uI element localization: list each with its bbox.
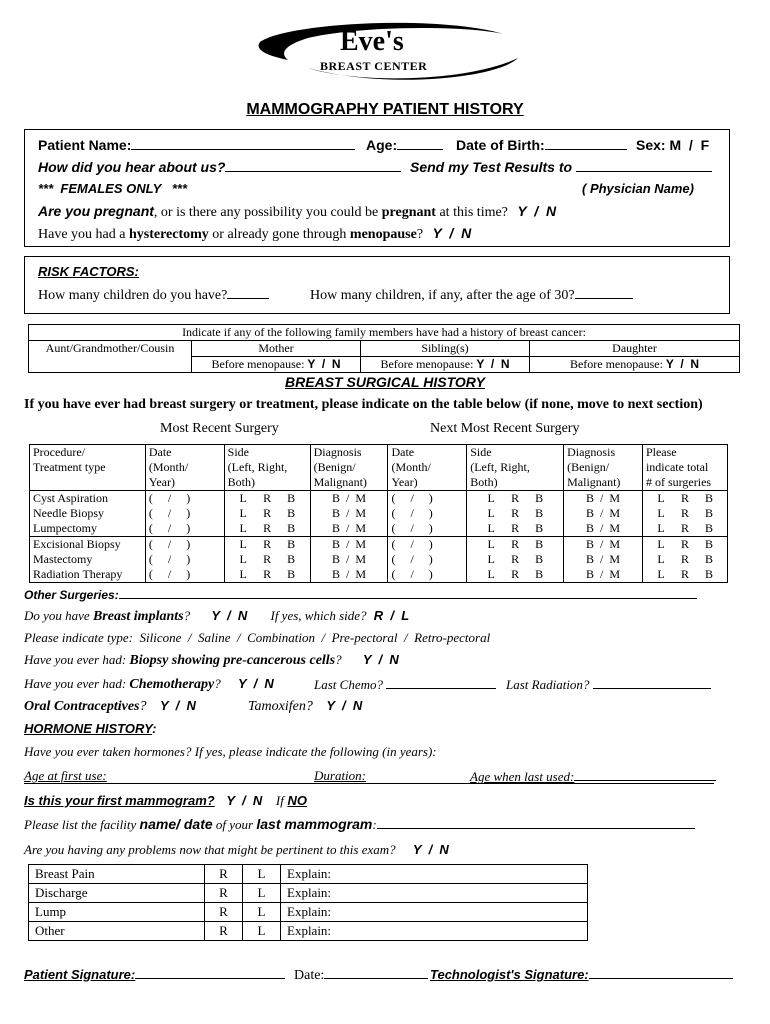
date-field[interactable]: ( / ) — [388, 567, 467, 583]
side-option[interactable]: B — [287, 491, 296, 505]
facility-c: of your — [215, 817, 254, 832]
side-option[interactable]: L — [239, 537, 247, 551]
implants-yn[interactable]: Y / N — [211, 608, 248, 623]
age-label: Age: — [366, 137, 398, 153]
biopsy-q-a: Have you ever had: — [24, 652, 127, 667]
side-options[interactable] — [224, 567, 310, 583]
problem-row — [29, 922, 588, 941]
diagnosis-options[interactable]: B / M — [564, 537, 643, 553]
last-radiation-label: Last Radiation? — [506, 677, 590, 692]
females-only: *** FEMALES ONLY *** — [38, 181, 188, 196]
first-mammo-question: Is this your first mammogram? — [24, 793, 215, 808]
hear-about-field[interactable] — [225, 159, 401, 172]
if-label: If — [275, 793, 284, 808]
hdr-total: Please indicate total # of surgeries — [642, 445, 727, 491]
diagnosis-options[interactable]: B / M — [310, 567, 388, 583]
side-option[interactable]: B — [287, 567, 296, 581]
problem-row — [29, 903, 588, 922]
implants-type[interactable]: Please indicate type: Silicone / Saline / Combination / Pre-pectoral / Retro-pectoral — [24, 630, 491, 645]
date-field[interactable]: ( / ) — [145, 506, 224, 521]
surgical-intro: If you have ever had breast surgery or treatment, please indicate on the table below (if none, move to next section) — [24, 397, 703, 412]
biopsy-q-c: ? — [335, 652, 342, 667]
biopsy-q-b: Biopsy showing pre-cancerous cells — [129, 653, 336, 668]
side-option[interactable]: R — [263, 567, 272, 581]
side-option[interactable]: L — [487, 506, 495, 520]
side-option[interactable]: R — [511, 506, 520, 520]
children-after-30-field[interactable] — [575, 286, 633, 299]
side-option[interactable]: B — [704, 491, 713, 505]
biopsy-yn[interactable]: Y / N — [362, 652, 399, 667]
implants-side-options[interactable]: R / L — [373, 608, 410, 623]
side-option[interactable]: R — [511, 567, 520, 581]
side-option[interactable]: R — [511, 521, 520, 535]
mother-menopause[interactable]: Before menopause: Y / N — [192, 357, 361, 373]
side-option[interactable]: L — [239, 521, 247, 535]
side-option[interactable]: B — [287, 552, 296, 566]
tamoxifen: Tamoxifen — [248, 699, 306, 714]
problem-row — [29, 865, 588, 884]
side-option[interactable]: B — [704, 537, 713, 551]
pregnant-end: at this time? — [439, 205, 508, 220]
hyst-c: ? — [416, 227, 424, 242]
most-recent-label: Most Recent Surgery — [160, 421, 279, 436]
hyst-b: or already gone through — [212, 227, 347, 242]
children-field[interactable] — [227, 286, 269, 299]
implants-q1: Do you have — [24, 608, 90, 623]
total-side-options[interactable] — [642, 491, 727, 507]
pregnant-rest: , or is there any possibility you could be — [153, 205, 379, 220]
hdr-procedure: Procedure/ Treatment type — [33, 445, 106, 474]
side-option[interactable]: B — [287, 521, 296, 535]
facility-field[interactable] — [377, 816, 695, 829]
hear-about-label: How did you hear about us? — [38, 159, 226, 175]
side-option[interactable]: L — [657, 567, 665, 581]
facility-b: name/ date — [139, 816, 213, 832]
side-option[interactable]: B — [535, 537, 544, 551]
date-field[interactable]: ( / ) — [388, 537, 467, 553]
side-option[interactable]: R — [680, 491, 689, 505]
surgical-history-table — [29, 444, 728, 583]
problem-left[interactable]: L — [243, 884, 281, 903]
problems-yn[interactable]: Y / N — [412, 842, 449, 857]
side-option[interactable]: B — [535, 567, 544, 581]
procedure-name: Mastectomy — [33, 552, 93, 566]
tamoxifen-yn[interactable]: Y / N — [326, 698, 363, 713]
diagnosis-options[interactable]: B / M — [564, 521, 643, 537]
side-option[interactable]: R — [263, 521, 272, 535]
hdr-date-2: Date (Month/ Year) — [388, 445, 467, 491]
total-side-options[interactable] — [642, 506, 727, 521]
side-option[interactable]: B — [287, 506, 296, 520]
side-option[interactable]: R — [680, 552, 689, 566]
side-option[interactable]: R — [263, 537, 272, 551]
risk-factors-heading: RISK FACTORS: — [38, 264, 139, 279]
chemo-q-b: Chemotherapy — [129, 677, 215, 692]
hyst-a: Have you had a — [38, 227, 126, 242]
hdr-diag-1: Diagnosis (Benign/ Malignant) — [310, 445, 388, 491]
age-first-use[interactable]: Age at first use: — [24, 768, 107, 783]
total-side-options[interactable] — [642, 552, 727, 567]
hormone-underline — [24, 783, 714, 784]
problem-label: Lump — [29, 903, 205, 922]
side-option[interactable]: R — [680, 506, 689, 520]
date-field[interactable]: ( / ) — [145, 491, 224, 507]
next-recent-label: Next Most Recent Surgery — [430, 421, 580, 436]
date-field[interactable]: ( / ) — [388, 506, 467, 521]
hdr-side-2: Side (Left, Right, Both) — [467, 445, 564, 491]
patient-signature-label: Patient Signature: — [24, 967, 136, 982]
hdr-side-1: Side (Left, Right, Both) — [224, 445, 310, 491]
side-option[interactable]: R — [680, 537, 689, 551]
hysterectomy-yn[interactable]: Y / N — [432, 225, 472, 241]
implants-word: Breast implants — [92, 609, 184, 624]
procedure-name: Radiation Therapy — [33, 567, 123, 581]
diagnosis-options[interactable]: B / M — [564, 552, 643, 567]
side-option[interactable]: L — [239, 506, 247, 520]
side-option[interactable]: R — [511, 537, 520, 551]
oral-q-mark: ? — [139, 699, 147, 714]
date-field[interactable] — [324, 966, 428, 979]
technologist-signature-label: Technologist's Signature: — [430, 967, 589, 982]
diagnosis-options[interactable]: B / M — [310, 552, 388, 567]
side-option[interactable]: B — [704, 521, 713, 535]
side-option[interactable]: R — [680, 521, 689, 535]
send-results-field[interactable] — [576, 159, 712, 172]
side-option[interactable]: L — [487, 552, 495, 566]
daughter-menopause[interactable]: Before menopause: Y / N — [530, 357, 740, 373]
side-options[interactable] — [224, 491, 310, 507]
side-option[interactable]: L — [657, 537, 665, 551]
problem-explain[interactable]: Explain: — [281, 865, 588, 884]
date-field[interactable]: ( / ) — [145, 521, 224, 537]
sibling-menopause[interactable]: Before menopause: Y / N — [361, 357, 530, 373]
hdr-diag-2: Diagnosis (Benign/ Malignant) — [564, 445, 643, 491]
oral-contraceptives: Oral Contraceptives — [24, 699, 140, 714]
side-option[interactable]: B — [704, 567, 713, 581]
facility-a: Please list the facility — [24, 817, 137, 832]
technologist-signature-field[interactable] — [589, 966, 733, 979]
side-option[interactable]: B — [535, 491, 544, 505]
patient-name-label: Patient Name: — [38, 137, 132, 153]
logo-subtitle: BREAST CENTER — [320, 59, 428, 73]
problem-left[interactable]: L — [243, 903, 281, 922]
last-chemo-label: Last Chemo? — [314, 677, 383, 692]
side-option[interactable]: R — [680, 567, 689, 581]
oral-yn[interactable]: Y / N — [160, 698, 196, 713]
surgery-row — [30, 521, 728, 537]
problem-right[interactable]: R — [205, 865, 243, 884]
physician-name-hint: ( Physician Name) — [582, 181, 694, 196]
procedure-name: Needle Biopsy — [33, 506, 104, 520]
facility-e: : — [372, 817, 377, 832]
problem-explain[interactable]: Explain: — [281, 922, 588, 941]
side-option[interactable]: R — [263, 506, 272, 520]
implants-q-mark: ? — [183, 608, 191, 623]
diagnosis-options[interactable]: B / M — [310, 537, 388, 553]
chemo-yn[interactable]: Y / N — [237, 676, 274, 691]
diagnosis-options[interactable]: B / M — [564, 506, 643, 521]
last-chemo-field[interactable] — [386, 676, 496, 689]
surgery-row — [30, 567, 728, 583]
other-surgeries-label: Other Surgeries: — [24, 588, 119, 602]
side-option[interactable]: L — [239, 552, 247, 566]
pregnant-word: pregnant — [381, 205, 436, 220]
sex-options[interactable]: M / F — [669, 137, 710, 153]
side-options[interactable] — [467, 537, 564, 553]
side-option[interactable]: L — [657, 506, 665, 520]
children-after-30-question: How many children, if any, after the age of 30? — [310, 288, 575, 303]
problem-row — [29, 884, 588, 903]
hormone-heading: HORMONE HISTORY — [24, 721, 153, 736]
side-option[interactable]: B — [287, 537, 296, 551]
side-option[interactable]: B — [535, 506, 544, 520]
patient-signature-field[interactable] — [135, 966, 285, 979]
side-options[interactable] — [224, 537, 310, 553]
family-col-sibling: Sibling(s) — [361, 341, 530, 357]
side-options[interactable] — [224, 552, 310, 567]
date-label: Date: — [294, 968, 325, 983]
side-options[interactable] — [224, 506, 310, 521]
dob-label: Date of Birth: — [456, 137, 545, 153]
side-option[interactable]: B — [704, 552, 713, 566]
side-option[interactable]: L — [487, 567, 495, 581]
problem-right[interactable]: R — [205, 922, 243, 941]
side-option[interactable]: B — [535, 552, 544, 566]
side-option[interactable]: L — [487, 537, 495, 551]
side-options[interactable] — [467, 567, 564, 583]
pregnant-label: Are you pregnant — [38, 203, 154, 219]
total-side-options[interactable] — [642, 521, 727, 537]
problem-explain[interactable]: Explain: — [281, 884, 588, 903]
surgery-row — [30, 506, 728, 521]
date-field[interactable]: ( / ) — [145, 537, 224, 553]
side-option[interactable]: B — [704, 506, 713, 520]
family-history-table — [28, 324, 740, 373]
side-options[interactable] — [467, 491, 564, 507]
procedure-name: Cyst Aspiration — [30, 491, 146, 507]
date-field[interactable]: ( / ) — [388, 521, 467, 537]
hdr-date-1: Date (Month/ Year) — [145, 445, 224, 491]
side-option[interactable]: L — [657, 491, 665, 505]
date-field[interactable]: ( / ) — [388, 552, 467, 567]
hormone-duration[interactable]: Duration: — [314, 768, 366, 783]
side-option[interactable]: R — [263, 491, 272, 505]
diagnosis-options[interactable]: B / M — [310, 506, 388, 521]
diagnosis-options[interactable]: B / M — [564, 491, 643, 507]
side-option[interactable]: L — [239, 567, 247, 581]
total-side-options[interactable] — [642, 567, 727, 583]
send-results-label: Send my Test Results to — [410, 159, 573, 175]
age-field[interactable] — [397, 137, 443, 150]
problem-left[interactable]: L — [243, 865, 281, 884]
problem-explain[interactable]: Explain: — [281, 903, 588, 922]
side-options[interactable] — [224, 521, 310, 537]
implants-side-q: If yes, which side? — [270, 608, 367, 623]
page-title: MAMMOGRAPHY PATIENT HISTORY — [246, 101, 524, 118]
side-option[interactable]: R — [511, 491, 520, 505]
hysterectomy-word: hysterectomy — [128, 227, 209, 242]
logo-name: Eve's — [340, 26, 404, 57]
procedure-name: Lumpectomy — [33, 521, 97, 535]
side-option[interactable]: L — [239, 491, 247, 505]
hormone-question: Have you ever taken hormones? If yes, please indicate the following (in years): — [24, 744, 437, 759]
other-surgeries-field[interactable] — [119, 588, 697, 599]
last-radiation-field[interactable] — [593, 676, 711, 689]
problems-table — [28, 864, 588, 941]
side-option[interactable]: L — [487, 521, 495, 535]
side-option[interactable]: B — [535, 521, 544, 535]
total-side-options[interactable] — [642, 537, 727, 553]
surgery-row — [30, 552, 728, 567]
problem-left[interactable]: L — [243, 922, 281, 941]
age-last-used-field[interactable] — [574, 768, 716, 781]
problem-right[interactable]: R — [205, 903, 243, 922]
side-option[interactable]: L — [487, 491, 495, 505]
side-options[interactable] — [467, 521, 564, 537]
date-field[interactable]: ( / ) — [145, 552, 224, 567]
pregnant-yn[interactable]: Y / N — [517, 203, 557, 219]
side-option[interactable]: L — [657, 521, 665, 535]
menopause-word: menopause — [349, 227, 417, 242]
tamox-q-mark: ? — [305, 699, 313, 714]
age-last-used[interactable]: Age when last used: — [470, 769, 575, 784]
date-field[interactable]: ( / ) — [145, 567, 224, 583]
family-caption: Indicate if any of the following family members have had a history of breast cancer: — [29, 325, 740, 341]
side-options[interactable] — [467, 506, 564, 521]
diagnosis-options[interactable]: B / M — [564, 567, 643, 583]
patient-name-field[interactable] — [131, 137, 355, 150]
surgical-history-heading: BREAST SURGICAL HISTORY — [285, 374, 485, 390]
family-col-daughter: Daughter — [530, 341, 740, 357]
surgery-row — [30, 537, 728, 553]
side-option[interactable]: L — [657, 552, 665, 566]
sex-label: Sex: — [636, 137, 666, 153]
no-label: NO — [287, 793, 307, 808]
problem-label: Breast Pain — [29, 865, 205, 884]
dob-field[interactable] — [545, 137, 627, 150]
side-option[interactable]: R — [263, 552, 272, 566]
chemo-q-a: Have you ever had: — [24, 676, 127, 691]
date-field[interactable]: ( / ) — [388, 491, 467, 507]
problem-label: Discharge — [29, 884, 205, 903]
problem-label: Other — [29, 922, 205, 941]
family-col-aunt: Aunt/Grandmother/Cousin — [29, 341, 192, 373]
children-question: How many children do you have? — [38, 288, 228, 303]
hormone-colon: : — [152, 721, 157, 736]
diagnosis-options[interactable]: B / M — [310, 521, 388, 537]
side-option[interactable]: R — [511, 552, 520, 566]
diagnosis-options[interactable]: B / M — [310, 491, 388, 507]
logo — [248, 18, 520, 84]
problems-question: Are you having any problems now that might be pertinent to this exam? — [24, 842, 396, 857]
problem-right[interactable]: R — [205, 884, 243, 903]
first-mammo-yn[interactable]: Y / N — [226, 793, 263, 808]
chemo-q-c: ? — [214, 676, 221, 691]
family-col-mother: Mother — [192, 341, 361, 357]
facility-d: last mammogram — [256, 816, 373, 832]
side-options[interactable] — [467, 552, 564, 567]
procedure-name: Excisional Biopsy — [30, 537, 146, 553]
surgery-row — [30, 491, 728, 507]
